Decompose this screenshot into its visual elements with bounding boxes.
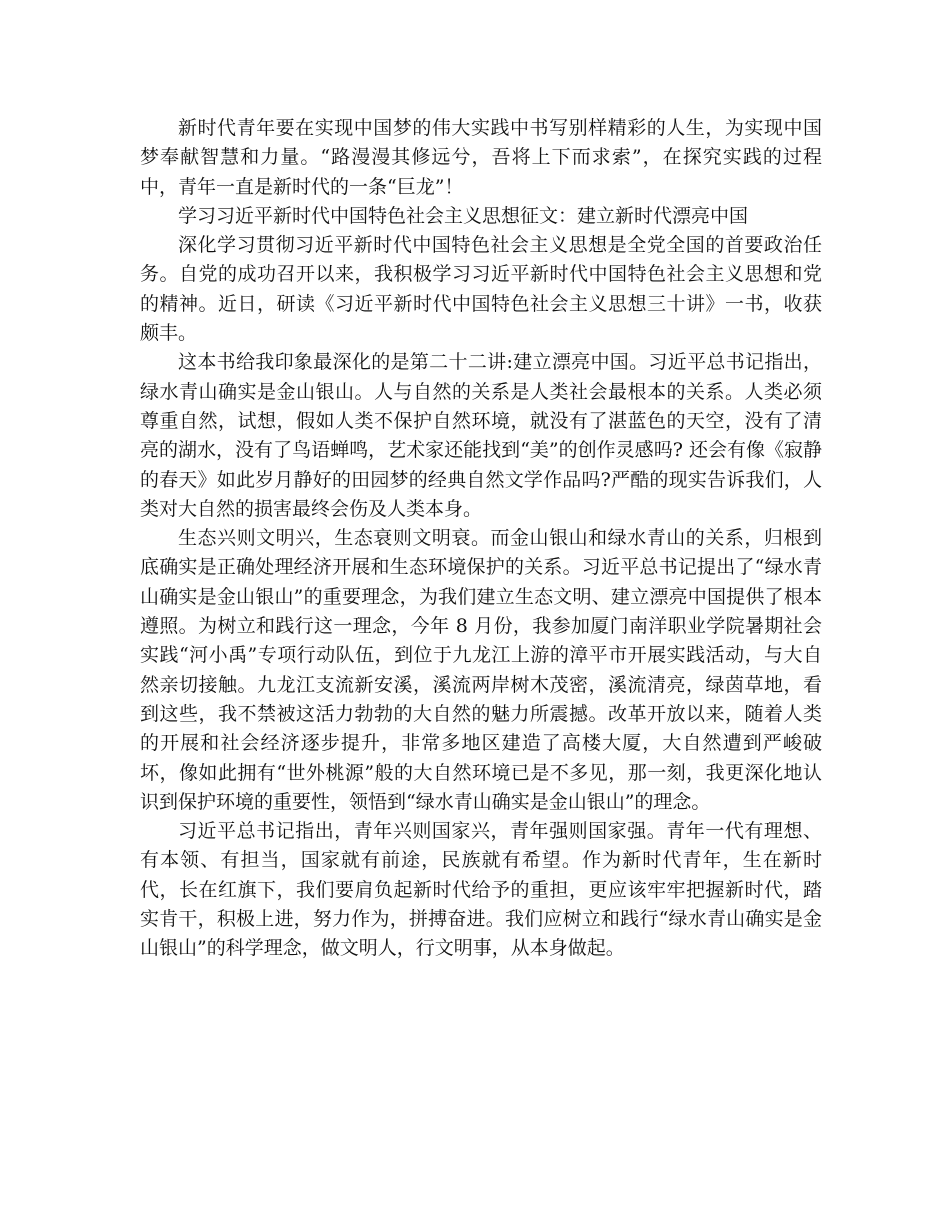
essay-title: 学习习近平新时代中国特色社会主义思想征文：建立新时代漂亮中国 (178, 204, 749, 227)
paragraph-study: 深化学习贯彻习近平新时代中国特色社会主义思想是全党全国的首要政治任务。自党的成功召开以来，我积极学习习近平新时代中国特色社会主义思想和党的精神。近日，研读《习近平新时代中国特色社会主义思想三十讲》一书，收获颇丰。 (140, 234, 822, 345)
document-body (140, 114, 822, 964)
paragraph-intro: 新时代青年要在实现中国梦的伟大实践中书写别样精彩的人生，为实现中国梦奉献智慧和力量。“路漫漫其修远兮，吾将上下而求索”，在探究实践的过程中，青年一直是新时代的一条“巨龙”！ (140, 117, 822, 198)
paragraph-youth: 习近平总书记指出，青年兴则国家兴，青年强则国家强。青年一代有理想、有本领、有担当，国家就有前途，民族就有希望。作为新时代青年，生在新时代，长在红旗下，我们要肩负起新时代给予的重担，更应该牢牢把握新时代，踏实肯干，积极上进，努力作为，拼搏奋进。我们应树立和践行“绿水青山确实是金山银山”的科学理念，做文明人，行文明事，从本身做起。 (140, 820, 822, 960)
paragraph-book-impression: 这本书给我印象最深化的是第二十二讲:建立漂亮中国。习近平总书记指出，绿水青山确实是金山银山。人与自然的关系是人类社会最根本的关系。人类必须尊重自然，试想，假如人类不保护自然环境，就没有了湛蓝色的天空，没有了清亮的湖水，没有了鸟语蝉鸣，艺术家还能找到“美”的创作灵感吗? 还会有像《寂静的春天》如此岁月静好的田园梦的经典自然文学作品吗?严酷的现实告诉我们，人类对大自然的损害最终会伤及人类本身。 (140, 351, 822, 520)
paragraph-ecology: 生态兴则文明兴，生态衰则文明衰。而金山银山和绿水青山的关系，归根到底确实是正确处理经济开展和生态环境保护的关系。习近平总书记提出了“绿水青山确实是金山银山”的重要理念，为我们建立生态文明、建立漂亮中国提供了根本遵照。为树立和践行这一理念，今年 8 月份，我参加厦门南洋职业学院暑期社会实践“河小禹”专项行动队伍，到位于九龙江上游的漳平市开展实践活动，与大自然亲切接触。九龙江支流新安溪，溪流两岸树木茂密，溪流清亮，绿茵草地，看到这些，我不禁被这活力勃勃的大自然的魅力所震撼。改革开放以来，随着人类的开展和社会经济逐步提升，非常多地区建造了高楼大厦，大自然遭到严峻破坏，像如此拥有“世外桃源”般的大自然环境已是不多见，那一刻，我更深化地认识到保护环境的重要性，领悟到“绿水青山确实是金山银山”的理念。 (140, 527, 822, 813)
